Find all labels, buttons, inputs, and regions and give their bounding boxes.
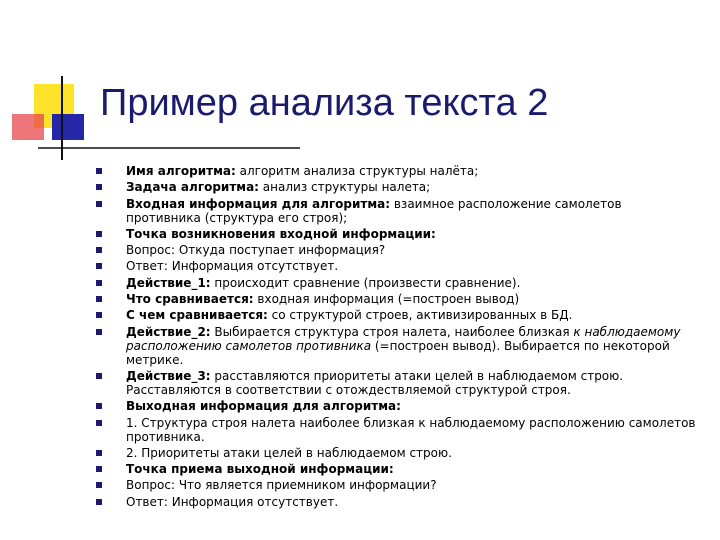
bullet-tail-text: (=построен вывод). Выбирается по некоторой метрике. bbox=[126, 338, 670, 367]
bullet-item bbox=[96, 399, 696, 413]
bullet-label: Точка приема выходной информации: bbox=[126, 462, 394, 477]
bullet-item bbox=[96, 259, 696, 273]
bullet-text: алгоритм анализа структуры налёта; bbox=[235, 164, 479, 178]
bullet-text: входная информация (=построен вывод) bbox=[253, 292, 520, 307]
bullet-text: Ответ: Информация отсутствует. bbox=[126, 494, 339, 509]
bullet-item bbox=[96, 164, 696, 178]
bullet-item bbox=[96, 446, 696, 460]
square-bullet-icon bbox=[96, 201, 102, 207]
bullet-label: Задача алгоритма: bbox=[126, 180, 259, 195]
bullet-text: Ответ: Информация отсутствует. bbox=[126, 259, 339, 274]
bullet-text: происходит сравнение (произвести сравнение). bbox=[210, 275, 521, 290]
bullet-item bbox=[96, 227, 696, 241]
square-bullet-icon bbox=[96, 247, 102, 253]
bullet-item bbox=[96, 325, 696, 367]
bullet-item bbox=[96, 462, 696, 476]
square-bullet-icon bbox=[96, 231, 102, 237]
square-bullet-icon bbox=[96, 168, 102, 174]
bullet-item bbox=[96, 197, 696, 225]
bullet-text: Выбирается структура строя налета, наиболее близкая bbox=[210, 324, 574, 339]
bullet-item bbox=[96, 276, 696, 290]
square-bullet-icon bbox=[96, 263, 102, 269]
square-bullet-icon bbox=[96, 403, 102, 409]
square-bullet-icon bbox=[96, 312, 102, 318]
bullet-text: 1. Структура строя налета наиболее близкая к наблюдаемому расположению самолетов противника. bbox=[126, 415, 696, 444]
bullet-text: Вопрос: Откуда поступает информация? bbox=[126, 243, 386, 258]
bullet-text: 2. Приоритеты атаки целей в наблюдаемом строю. bbox=[126, 445, 452, 460]
bullet-italic-text: к наблюдаемому расположению самолетов противника bbox=[126, 324, 681, 353]
bullet-item bbox=[96, 369, 696, 397]
square-bullet-icon bbox=[96, 296, 102, 302]
bullet-text: со структурой строев, активизированных в БД. bbox=[267, 308, 573, 323]
bullet-text: взаимное расположение самолетов противника (структура его строя); bbox=[126, 196, 622, 225]
square-bullet-icon bbox=[96, 450, 102, 456]
bullet-label: Действие_1: bbox=[126, 275, 211, 290]
square-bullet-icon bbox=[96, 329, 102, 335]
slide-title: Пример анализа текста 2 bbox=[100, 82, 549, 124]
bullet-label: Выходная информация для алгоритма: bbox=[126, 399, 401, 414]
bullet-list bbox=[96, 164, 696, 511]
square-bullet-icon bbox=[96, 373, 102, 379]
bullet-text: Вопрос: Что является приемником информации? bbox=[126, 478, 437, 493]
bullet-text: расставляются приоритеты атаки целей в наблюдаемом строю. Расставляются в соответствии с отождествляемой структурой строя. bbox=[126, 368, 624, 397]
bullet-item bbox=[96, 243, 696, 257]
bullet-label: Точка возникновения входной информации: bbox=[126, 226, 436, 241]
bullet-item bbox=[96, 308, 696, 322]
blue-square-decor bbox=[52, 114, 84, 140]
bullet-item bbox=[96, 478, 696, 492]
square-bullet-icon bbox=[96, 499, 102, 505]
square-bullet-icon bbox=[96, 420, 102, 426]
square-bullet-icon bbox=[96, 466, 102, 472]
bullet-item bbox=[96, 416, 696, 444]
bullet-text: анализ структуры налета; bbox=[258, 180, 431, 195]
bullet-label: Что сравнивается: bbox=[126, 292, 254, 307]
square-bullet-icon bbox=[96, 280, 102, 286]
bullet-label: С чем сравнивается: bbox=[126, 308, 268, 323]
bullet-label: Действие_2: bbox=[126, 324, 211, 339]
square-bullet-icon bbox=[96, 184, 102, 190]
bullet-item bbox=[96, 495, 696, 509]
square-bullet-icon bbox=[96, 482, 102, 488]
bullet-item bbox=[96, 180, 696, 194]
bullet-item bbox=[96, 292, 696, 306]
bullet-label: Имя алгоритма: bbox=[126, 164, 236, 178]
bullet-label: Действие_3: bbox=[126, 368, 211, 383]
bullet-label: Входная информация для алгоритма: bbox=[126, 196, 391, 211]
red-square-decor bbox=[12, 114, 44, 140]
